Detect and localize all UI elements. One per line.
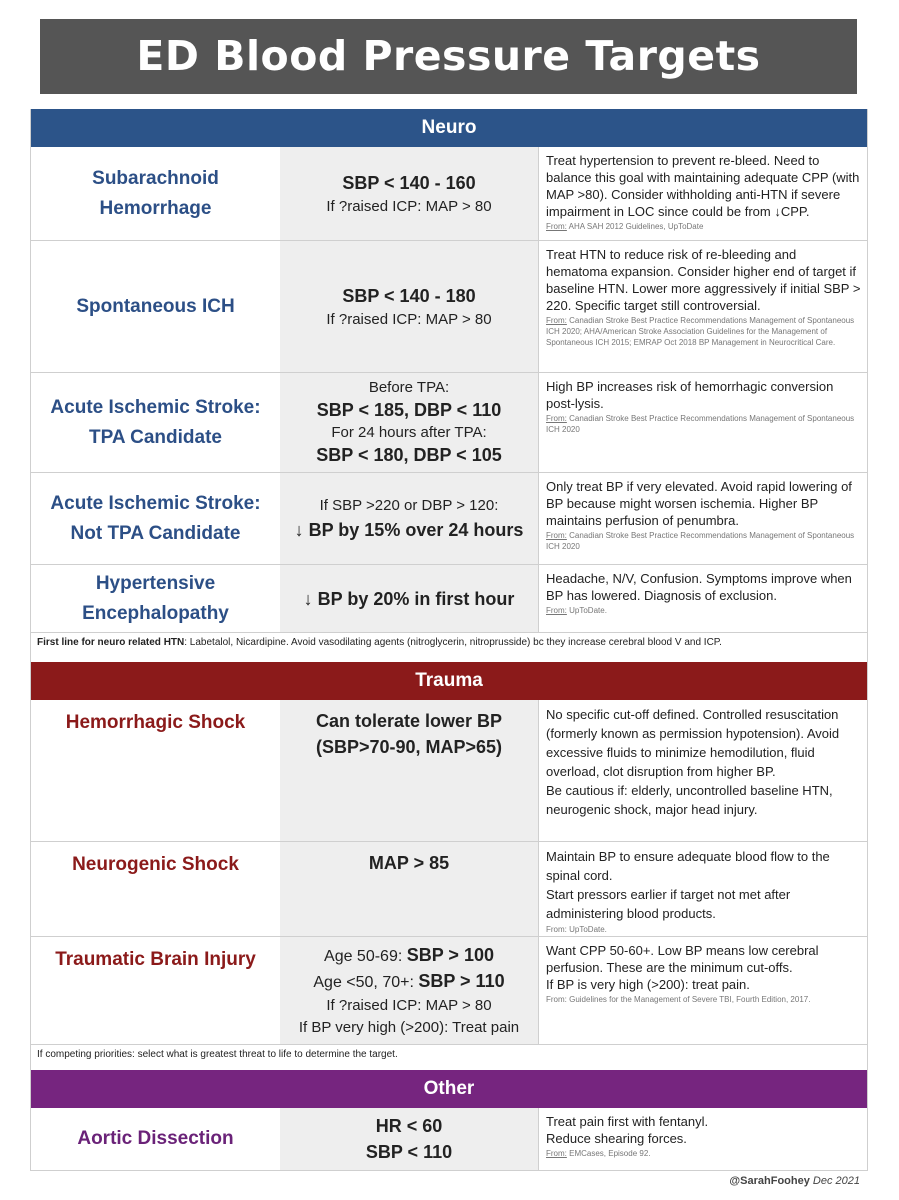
source-text: Canadian Stroke Best Practice Recommendations Management of Spontaneous ICH 2020 [546, 414, 855, 434]
source-citation: From: Guidelines for the Management of Severe TBI, Fourth Edition, 2017. [546, 995, 811, 1004]
notes-text: Only treat BP if very elevated. Avoid rapid lowering of BP because might worsen ischemia. Higher BP maintains perfusion of penumbra. [546, 479, 852, 528]
notes-text: Start pressors earlier if target not met after administering blood products. [546, 887, 791, 921]
target-secondary: If ?raised ICP: MAP > 80 [326, 310, 492, 328]
table-row [31, 472, 867, 564]
source-text: UpToDate. [569, 606, 607, 615]
clinical-notes [538, 565, 867, 632]
notes-text: If BP is very high (>200): treat pain. [546, 977, 750, 992]
source-text: Canadian Stroke Best Practice Recommendations Management of Spontaneous ICH 2020 [546, 531, 855, 551]
clinical-notes [538, 937, 867, 1044]
clinical-notes [538, 147, 867, 240]
target-primary: SBP < 140 - 180 [342, 285, 476, 306]
notes-text: Treat HTN to reduce risk of re-bleeding and hematoma expansion. Consider higher end of target if baseline HTN. Lower more aggressively if initial SBP > 220. Specific target still controversial. [546, 247, 861, 313]
clinical-notes [538, 700, 867, 841]
bp-target [280, 565, 538, 632]
table-row [31, 700, 867, 841]
target-secondary: If ?raised ICP: MAP > 80 [326, 996, 492, 1014]
target-secondary: If BP very high (>200): Treat pain [298, 1018, 520, 1036]
source-text: EMCases, Episode 92. [569, 1149, 651, 1158]
target-primary: ↓ BP by 15% over 24 hours [294, 519, 524, 540]
source-citation [546, 530, 861, 552]
table-row [31, 1108, 867, 1170]
table-row [31, 841, 867, 936]
target-qualifier: For 24 hours after TPA: [331, 423, 487, 441]
notes-text: Want CPP 50-60+. Low BP means low cerebral perfusion. These are the minimum cut-offs. [546, 943, 819, 975]
target-secondary: If ?raised ICP: MAP > 80 [326, 197, 492, 215]
source-label: From: [546, 531, 567, 540]
target-primary: MAP > 85 [368, 853, 450, 873]
target-qualifier: Age <50, 70+: [313, 973, 419, 991]
condition-name: Hemorrhagic Shock [65, 712, 246, 733]
notes-text: Reduce shearing forces. [546, 1131, 687, 1146]
notes-text: No specific cut-off defined. Controlled resuscitation (formerly known as permission hypotension). Avoid excessive fluids to minimize hemodilution, fluid overload, clot disruption from higher BP. [546, 707, 840, 779]
source-text: Canadian Stroke Best Practice Recommendations Management of Spontaneous ICH 2020; AHA/American Stroke Association Guidelines for the Management of Spontaneous ICH 2015; EMRAP Oct 2018 BP Management in Neurocritical Care. [546, 316, 855, 347]
condition-name: Subarachnoid Hemorrhage [92, 167, 219, 219]
target-primary: SBP < 180, DBP < 105 [316, 444, 502, 465]
clinical-notes [538, 473, 867, 564]
condition-name: Traumatic Brain Injury [55, 949, 256, 970]
bp-target [280, 700, 538, 841]
source-label: From: [546, 316, 567, 325]
source-citation [546, 413, 861, 435]
bp-target [280, 1108, 538, 1170]
condition-name: Acute Ischemic Stroke: TPA Candidate [50, 396, 261, 448]
target-line [313, 969, 504, 995]
section-neuro [31, 147, 867, 662]
clinical-notes [538, 373, 867, 472]
bp-target [280, 842, 538, 936]
section-header-other: Other [31, 1070, 867, 1108]
table-row [31, 936, 867, 1044]
target-primary: HR < 60 [375, 1116, 443, 1136]
clinical-notes [538, 241, 867, 372]
source-text: AHA SAH 2012 Guidelines, UpToDate [568, 222, 704, 231]
source-label: From: [546, 1149, 567, 1158]
section-header-neuro: Neuro [31, 109, 867, 147]
author-handle: @SarahFoohey [729, 1175, 810, 1187]
credit-date: Dec 2021 [812, 1175, 860, 1187]
notes-text: Headache, N/V, Confusion. Symptoms improve when BP has lowered. Diagnosis of exclusion. [546, 571, 852, 603]
source-citation: From: UpToDate. [546, 925, 607, 934]
condition-name: Spontaneous ICH [76, 295, 235, 317]
condition-name: Acute Ischemic Stroke: Not TPA Candidate [50, 492, 261, 544]
section-other [31, 1108, 867, 1170]
target-qualifier: Before TPA: [368, 378, 450, 396]
section-trauma [31, 700, 867, 1070]
target-primary: SBP < 110 [365, 1142, 453, 1162]
target-primary: Can tolerate lower BP [315, 711, 503, 731]
bp-target [280, 937, 538, 1044]
condition-name: Hypertensive Encephalopathy [82, 572, 229, 624]
bp-target [280, 241, 538, 372]
target-primary: SBP > 110 [418, 970, 505, 991]
notes-text: Be cautious if: elderly, uncontrolled baseline HTN, neurogenic shock, major head injury. [546, 783, 833, 817]
footnote-text: : Labetalol, Nicardipine. Avoid vasodilating agents (nitroglycerin, nitroprusside) bc they increase cerebral blood V and ICP. [184, 637, 722, 648]
target-qualifier: Age 50-69: [324, 947, 407, 965]
source-label: From: [546, 606, 567, 615]
target-primary: SBP < 185, DBP < 110 [316, 399, 502, 420]
table-row [31, 372, 867, 472]
author-credit [700, 1175, 860, 1187]
table-row [31, 564, 867, 632]
clinical-notes [538, 842, 867, 936]
trauma-footnote: If competing priorities: select what is greatest threat to life to determine the target. [31, 1044, 867, 1070]
source-citation [546, 315, 861, 348]
source-citation [546, 1148, 861, 1159]
target-primary: SBP < 140 - 160 [342, 172, 476, 193]
notes-text: Treat pain first with fentanyl. [546, 1114, 709, 1129]
neuro-footnote [31, 632, 867, 662]
section-header-trauma: Trauma [31, 662, 867, 700]
table-row [31, 147, 867, 240]
source-label: From: [546, 222, 567, 231]
target-primary: SBP > 100 [406, 944, 494, 965]
page-title: ED Blood Pressure Targets [40, 19, 857, 94]
notes-text: Treat hypertension to prevent re-bleed. Need to balance this goal with maintaining adequate CPP (with MAP >80). Consider withholding anti-HTN if severe impairment in LOC since could be from ↓CPP. [546, 153, 860, 219]
notes-text: Maintain BP to ensure adequate blood flow to the spinal cord. [546, 849, 830, 883]
target-primary: (SBP>70-90, MAP>65) [315, 737, 503, 757]
bp-targets-table [30, 109, 868, 1171]
bp-target [280, 147, 538, 240]
condition-name: Neurogenic Shock [72, 854, 239, 875]
target-line [324, 943, 494, 969]
bp-target [280, 473, 538, 564]
clinical-notes [538, 1108, 867, 1170]
source-citation [546, 605, 861, 616]
target-primary: ↓ BP by 20% in first hour [303, 588, 515, 609]
source-label: From: [546, 414, 567, 423]
footnote-label: First line for neuro related HTN [37, 637, 185, 648]
source-citation [546, 221, 861, 232]
table-row [31, 240, 867, 372]
bp-target [280, 373, 538, 472]
condition-name: Aortic Dissection [77, 1128, 234, 1149]
target-qualifier: If SBP >220 or DBP > 120: [319, 496, 499, 514]
notes-text: High BP increases risk of hemorrhagic conversion post-lysis. [546, 379, 834, 411]
